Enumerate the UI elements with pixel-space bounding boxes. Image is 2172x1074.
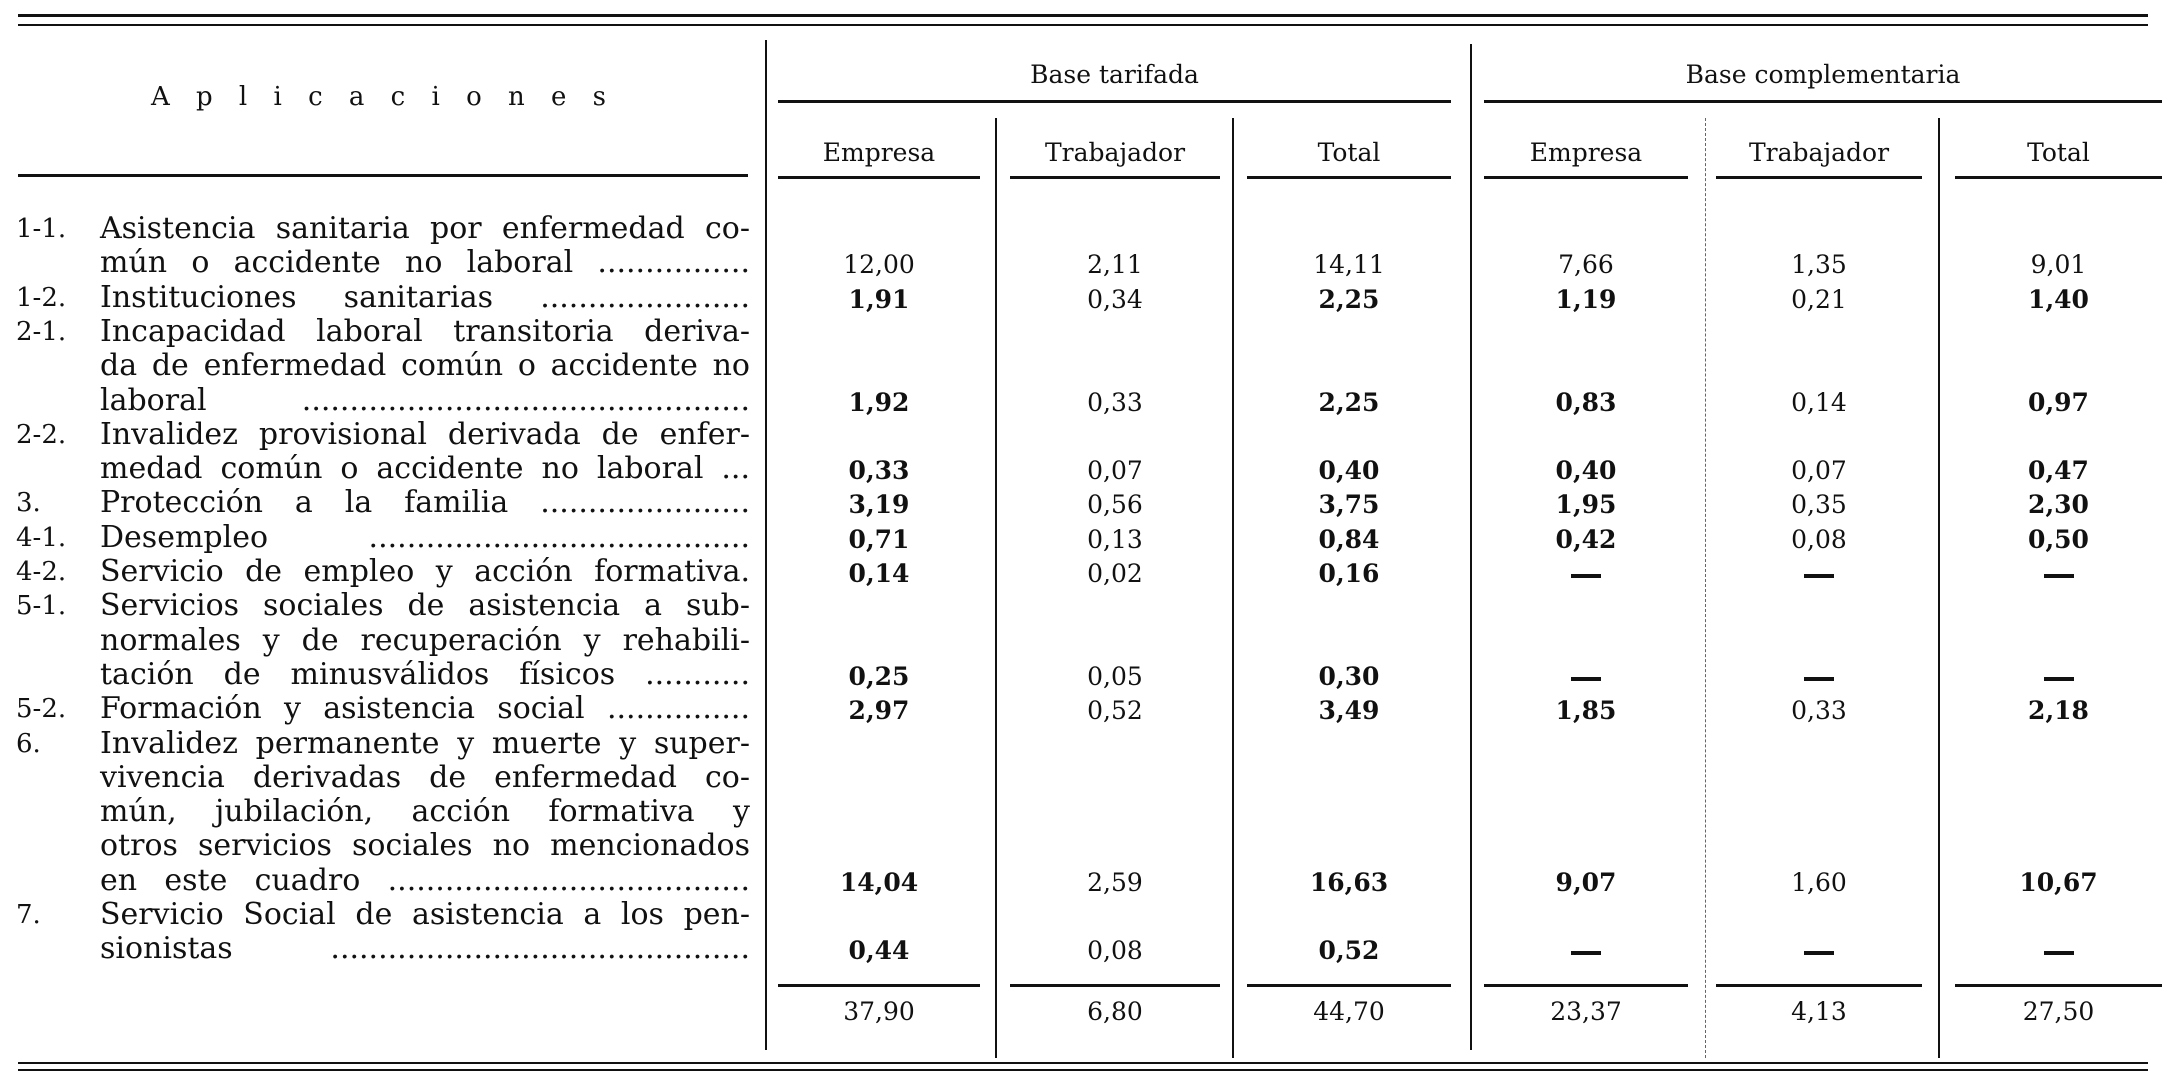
table-cell-value: 0,52 [1087,696,1143,726]
table-cell-value: 0,35 [1791,490,1847,520]
table-cell-value: 0,44 [848,936,910,966]
table-cell-value: 0,56 [1087,490,1143,520]
col-header-empresa-tarifada: Empresa [822,138,936,167]
row-label-line: tación de minusválidos físicos ........... [100,656,750,692]
col-header-total-tarifada: Total [1317,138,1381,167]
total-trabajador-complementaria: 4,13 [1791,997,1847,1026]
table-cell-value: 0,34 [1087,284,1143,314]
table-cell-value: 9,07 [1555,867,1617,897]
table-cell-value: 10,67 [2019,867,2098,897]
empty-value-dash [1804,677,1834,681]
empty-value-dash [2044,951,2074,955]
group-underline-complementaria [1484,100,2162,103]
row-label-line: Protección a la familia ...................... [100,485,750,521]
table-cell-value: 14,11 [1313,250,1385,280]
table-cell-value: 0,71 [848,524,910,554]
top-rule-1 [18,14,2148,17]
table-cell-value: 3,19 [848,490,910,520]
col-divider-2 [1232,118,1234,1058]
row-label-line: en este cuadro ...................................... [100,862,750,898]
row-code: 4-1. [16,522,67,553]
row-code: 5-1. [16,591,67,622]
header-underline-col5 [1716,176,1922,179]
table-cell-value: 0,33 [848,456,910,486]
totals-rule-col4 [1484,984,1688,987]
table-cell-value: 0,33 [1087,387,1143,417]
row-label-line: Servicio Social de asistencia a los pen- [100,897,750,932]
empty-value-dash [1571,951,1601,955]
row-label-line: sionistas ............................................ [100,931,750,967]
table-cell-value: 0,07 [1791,456,1847,486]
row-code: 2-1. [16,316,67,347]
table-cell-value: 0,84 [1318,524,1380,554]
totals-rule-col3 [1247,984,1451,987]
empty-value-dash [1571,677,1601,681]
row-label-line: Instituciones sanitarias ...................... [100,279,750,315]
row-code: 4-2. [16,557,67,587]
col-divider-5 [1938,118,1940,1058]
table-cell-value: 0,50 [2028,524,2089,554]
table-cell-value: 1,60 [1791,867,1847,897]
table-cell-value: 0,47 [2028,456,2089,486]
table-cell-value: 0,13 [1087,524,1143,554]
row-label-line: normales y de recuperación y rehabili- [100,622,750,658]
table-cell-value: 0,52 [1318,936,1380,966]
header-base-tarifada: Base tarifada [1030,60,1199,89]
header-underline-col6 [1955,176,2162,179]
total-total-tarifada: 44,70 [1313,997,1385,1026]
header-bottom-left [18,174,748,177]
group-underline-tarifada [778,100,1451,103]
table-cell-value: 0,05 [1087,661,1143,691]
row-label-line: laboral ............................................... [100,382,750,418]
col-header-trabajador-complementaria: Trabajador [1748,138,1890,167]
bottom-rule-2 [18,1069,2148,1071]
row-code: 2-2. [16,419,67,450]
header-base-complementaria: Base complementaria [1685,60,1961,89]
table-cell-value: 1,91 [848,284,910,314]
table-cell-value: 9,01 [2030,250,2087,280]
table-cell-value: 2,59 [1087,867,1143,897]
table-cell-value: 0,02 [1087,559,1143,588]
table-cell-value: 0,08 [1791,524,1847,554]
col-divider-main-left [765,40,767,1050]
table-cell-value: 16,63 [1309,867,1389,897]
total-trabajador-tarifada: 6,80 [1087,997,1143,1026]
table-cell-value: 2,25 [1318,284,1380,314]
row-code: 1-2. [16,282,67,313]
row-label-line: Formación y asistencia social ............... [100,691,750,727]
table-cell-value: 1,19 [1555,284,1617,314]
empty-value-dash [2044,677,2074,681]
table-cell-value: 2,25 [1318,387,1380,417]
row-label-line: medad común o accidente no laboral ... [100,451,750,487]
totals-rule-col5 [1716,984,1922,987]
table-cell-value: 0,21 [1791,284,1847,314]
table-cell-value: 0,97 [2028,387,2089,417]
row-label-line: da de enfermedad común o accidente no [100,348,750,384]
row-label-line: Incapacidad laboral transitoria deriva- [100,313,750,349]
table-cell-value: 3,75 [1318,490,1380,520]
top-rule-2 [18,24,2148,26]
header-underline-col3 [1247,176,1451,179]
col-header-empresa-complementaria: Empresa [1529,138,1643,167]
row-label-line: Desempleo ........................................ [100,519,750,555]
table-cell-value: 7,66 [1558,250,1614,280]
header-underline-col1 [778,176,980,179]
empty-value-dash [1804,574,1834,578]
table-cell-value: 3,49 [1318,696,1380,726]
row-label-line: vivencia derivadas de enfermedad co- [100,759,750,795]
row-code: 6. [16,728,41,759]
table-cell-value: 0,30 [1318,661,1380,691]
row-code: 7. [16,900,41,930]
empty-value-dash [2044,574,2074,578]
row-label-line: mún, jubilación, acción formativa y [100,794,750,830]
row-label-line: otros servicios sociales no mencionados [100,828,750,864]
header-aplicaciones: A p l i c a c i o n e s [150,82,616,112]
table-cell-value: 0,83 [1555,387,1617,417]
table-cell-value: 2,30 [2028,490,2089,520]
totals-rule-col6 [1955,984,2162,987]
table-cell-value: 0,40 [1555,456,1617,486]
empty-value-dash [1571,574,1601,578]
total-empresa-complementaria: 23,37 [1550,997,1622,1026]
bottom-rule-1 [18,1062,2148,1064]
total-total-complementaria: 27,50 [2022,997,2095,1026]
totals-rule-col1 [778,984,980,987]
table-cell-value: 1,95 [1555,490,1617,520]
col-header-trabajador-tarifada: Trabajador [1044,138,1186,167]
col-divider-4 [1705,118,1707,1058]
row-label-line: Asistencia sanitaria por enfermedad co- [100,211,750,246]
row-label-line: Invalidez provisional derivada de enfer- [100,416,750,452]
empty-value-dash [1804,951,1834,955]
table-cell-value: 2,11 [1087,250,1143,280]
row-code: 5-2. [16,694,67,725]
row-code: 1-1. [16,214,67,244]
table-cell-value: 0,16 [1318,559,1380,588]
col-divider-groups [1470,44,1472,1050]
table-cell-value: 1,35 [1791,250,1847,280]
totals-rule-col2 [1010,984,1220,987]
total-empresa-tarifada: 37,90 [843,997,915,1026]
row-code: 3. [16,488,41,519]
table-cell-value: 1,92 [848,387,910,417]
table-cell-value: 2,18 [2028,696,2089,726]
header-underline-col4 [1484,176,1688,179]
col-divider-1 [995,118,997,1058]
header-underline-col2 [1010,176,1220,179]
row-label-line: mún o accidente no laboral ................ [100,245,750,281]
table-cell-value: 0,42 [1555,524,1617,554]
table-cell-value: 0,40 [1318,456,1380,486]
table-cell-value: 14,04 [839,867,919,897]
table-cell-value: 0,14 [1791,387,1847,417]
table-cell-value: 0,08 [1087,936,1143,966]
table-cell-value: 0,33 [1791,696,1847,726]
col-header-total-complementaria: Total [2027,138,2090,167]
table-cell-value: 1,40 [2028,284,2089,314]
table-cell-value: 0,25 [848,661,910,691]
row-label-line: Invalidez permanente y muerte y super- [100,725,750,761]
row-label-line: Servicio de empleo y acción formativa. [100,554,750,589]
table-cell-value: 0,14 [848,559,910,588]
table-cell-value: 12,00 [843,250,915,280]
table-cell-value: 1,85 [1555,696,1617,726]
row-label-line: Servicios sociales de asistencia a sub- [100,588,750,624]
table-cell-value: 0,07 [1087,456,1143,486]
table-cell-value: 2,97 [848,696,910,726]
